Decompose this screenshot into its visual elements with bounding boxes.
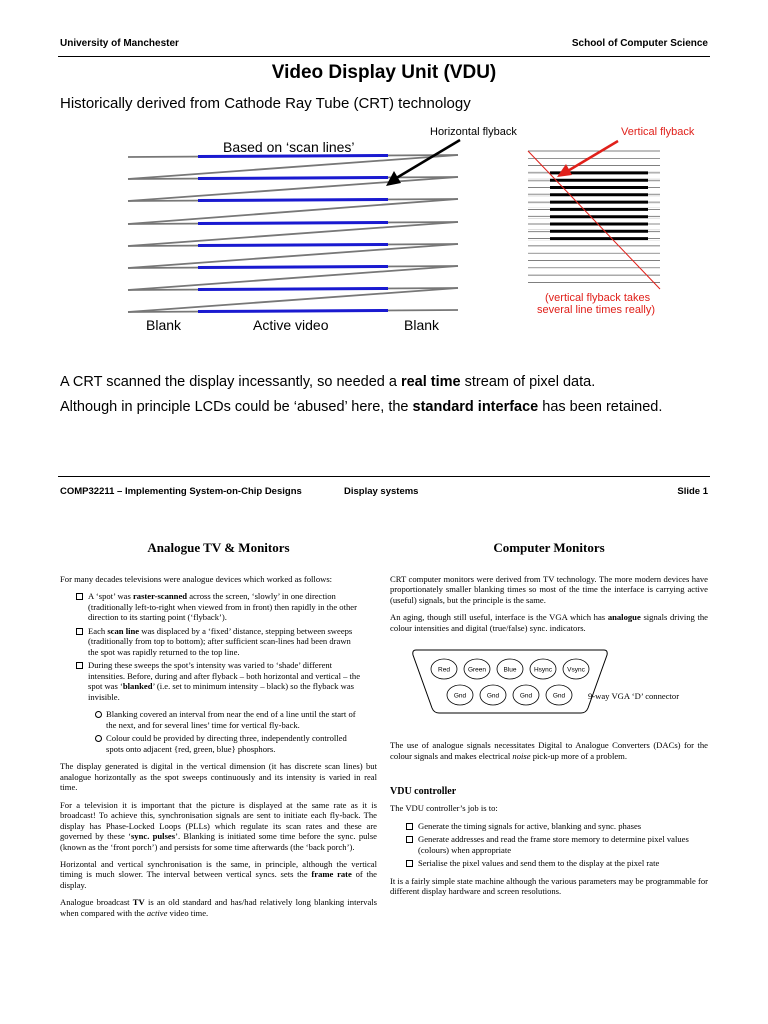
- checkbox-bullet-icon: [406, 860, 413, 867]
- blank-right-label: Blank: [404, 317, 440, 333]
- vga-pin-label: Gnd: [453, 692, 467, 700]
- active-video-label: Active video: [253, 317, 329, 333]
- analogue-list: [60, 591, 377, 702]
- vga-connector-diagram: [410, 646, 610, 718]
- active-segment: [198, 200, 388, 201]
- footer-slide-number: Slide 1: [677, 486, 708, 497]
- vdu-intro: The VDU controller’s job is to:: [390, 803, 498, 814]
- monitors-paragraph-vga: An aging, though still useful, interface is the VGA which has analogue signals driving the colour intensities and digital (true/false) sync. indicators.: [390, 612, 708, 633]
- vdu-task-list: [390, 821, 708, 869]
- computer-monitors-heading: Computer Monitors: [493, 540, 605, 555]
- scan-lines-label: Based on ‘scan lines’: [223, 139, 355, 155]
- analogue-paragraph-sync: For a television it is important that the picture is displayed at the same rate as it is broadcast! To achieve this, synchronisation signals are sent to initiate each fly-back. The display has Phase-Locked Loops (PLLs) which regulate its scan rates and these are governed by these ‘sync. pulses’. Blanking is initiated some time before the sync. pulse (known as the ‘front porch’) and persists for some time afterwards (the ‘back porch’).: [60, 799, 377, 852]
- flyback-line: [128, 288, 458, 312]
- analogue-intro: For many decades televisions were analogue devices which worked as follows:: [60, 573, 333, 584]
- vga-pin-label: Gnd: [486, 692, 500, 700]
- vga-connector-figure: [390, 640, 708, 722]
- circle-bullet-icon: [95, 735, 102, 742]
- vga-pin-label: Vsync: [567, 666, 585, 674]
- active-segment: [198, 311, 388, 312]
- flyback-line: [128, 244, 458, 268]
- vga-pin-label: Hsync: [533, 666, 553, 674]
- vga-pin-label: Green: [467, 666, 487, 674]
- analogue-tv-heading: Analogue TV & Monitors: [147, 540, 290, 555]
- analogue-paragraph-digital: The display generated is digital in the vertical dimension (it has discrete scan lines) but analogue horizontally as the spot sweeps continuously and its intensity is varied in real time.: [60, 761, 377, 793]
- footer-topic: Display systems: [344, 486, 419, 497]
- analogue-paragraph-broadcast: Analogue broadcast TV is an old standard and has/had relatively long blanking intervals when compared with the active video time.: [60, 897, 377, 918]
- footer-course: COMP32211 – Implementing System-on-Chip Designs: [60, 486, 302, 497]
- horizontal-flyback-label: Horizontal flyback: [430, 126, 517, 138]
- checkbox-bullet-icon: [406, 836, 413, 843]
- vga-pin-label: Gnd: [519, 692, 533, 700]
- vga-caption: 9-way VGA ‘D’ connector: [588, 691, 680, 702]
- header-university: University of Manchester: [60, 38, 179, 49]
- flyback-line: [128, 177, 458, 201]
- vdu-paragraph-state-machine: It is a fairly simple state machine although the various parameters may be programmable for different display hardware and screen resolutions.: [390, 875, 708, 897]
- list-item: Each scan line was displaced by a ‘fixed’ distance, stepping between sweeps (traditionally from top to bottom); after sufficient scan-lines had been drawn the spot was rapidly returned to the top line.: [60, 626, 377, 657]
- list-item: A ‘spot’ was raster-scanned across the screen, ‘slowly’ in one direction (traditionally left-to-right when viewed from in front) then rapidly in the other direction to its starting point (‘flyback’).: [60, 591, 377, 622]
- flyback-line: [128, 155, 458, 179]
- slide-subtitle: Historically derived from Cathode Ray Tube (CRT) technology: [60, 95, 471, 112]
- notes-right-column: [390, 540, 708, 904]
- checkbox-bullet-icon: [76, 662, 83, 669]
- list-item: Blanking covered an interval from near the end of a line until the start of the next, and for several lines’ time for vertical fly-back.: [60, 709, 377, 730]
- checkbox-bullet-icon: [76, 628, 83, 635]
- monitors-paragraph-intro: CRT computer monitors were derived from TV technology. The more modern devices have proportionately smaller blanking times so most of the time the interface is carrying active (useful) signals, but the principle is the same.: [390, 573, 708, 605]
- analogue-paragraph-frame-rate: Horizontal and vertical synchronisation is the same, in principle, although the vertical timing is much slower. The interval between vertical syncs. sets the frame rate of the display.: [60, 859, 377, 890]
- active-segment: [198, 245, 388, 246]
- analogue-sublist: [60, 709, 377, 754]
- vertical-scan-frame: [528, 151, 660, 282]
- vdu-controller-heading: VDU controller: [390, 786, 457, 798]
- vertical-flyback-note-line2: several line times really): [537, 304, 655, 316]
- slide-title: Video Display Unit (VDU): [271, 62, 497, 83]
- active-segment: [198, 267, 388, 268]
- list-item: Generate addresses and read the frame store memory to determine pixel values (colours) when appropriate: [390, 834, 708, 855]
- active-segment: [198, 178, 388, 179]
- footer-rule: [58, 476, 710, 477]
- list-item: During these sweeps the spot’s intensity was varied to ‘shade’ different intensities. Before, during and after flyback – both horizontal and vertical – the spot was ‘blanked’ (i.e. set to minimum intensity – black) so the flyback was invisible.: [60, 660, 377, 702]
- flyback-line: [128, 199, 458, 224]
- active-segment: [198, 289, 388, 290]
- flyback-line: [128, 266, 458, 290]
- vga-pin-label: Red: [438, 666, 450, 674]
- vertical-flyback-note-line1: (vertical flyback takes: [545, 292, 651, 304]
- blank-left-label: Blank: [146, 317, 182, 333]
- slide-point-realtime: A CRT scanned the display incessantly, so needed a real time stream of pixel data.: [60, 374, 596, 390]
- monitors-paragraph-dac: The use of analogue signals necessitates Digital to Analogue Converters (DACs) for the colour signals and makes electrical noise pick-up more of a problem.: [390, 740, 708, 761]
- list-item: Serialise the pixel values and send them to the display at the pixel rate: [390, 858, 708, 868]
- checkbox-bullet-icon: [76, 593, 83, 600]
- list-item: Colour could be provided by directing three, independently controlled spots onto adjacent {red, green, blue} phosphors.: [60, 733, 377, 754]
- checkbox-bullet-icon: [406, 823, 413, 830]
- slide-point-interface: Although in principle LCDs could be ‘abused’ here, the standard interface has been retained.: [60, 399, 663, 415]
- vga-pin-label: Gnd: [552, 692, 566, 700]
- list-item: Generate the timing signals for active, blanking and sync. phases: [390, 821, 708, 831]
- header-school: School of Computer Science: [571, 38, 708, 49]
- vertical-flyback-label: Vertical flyback: [621, 126, 695, 138]
- active-segment: [198, 156, 388, 157]
- flyback-line: [128, 222, 458, 246]
- notes-left-column: [60, 540, 377, 925]
- vga-pin-label: Blue: [503, 666, 517, 674]
- active-segment: [198, 223, 388, 224]
- circle-bullet-icon: [95, 711, 102, 718]
